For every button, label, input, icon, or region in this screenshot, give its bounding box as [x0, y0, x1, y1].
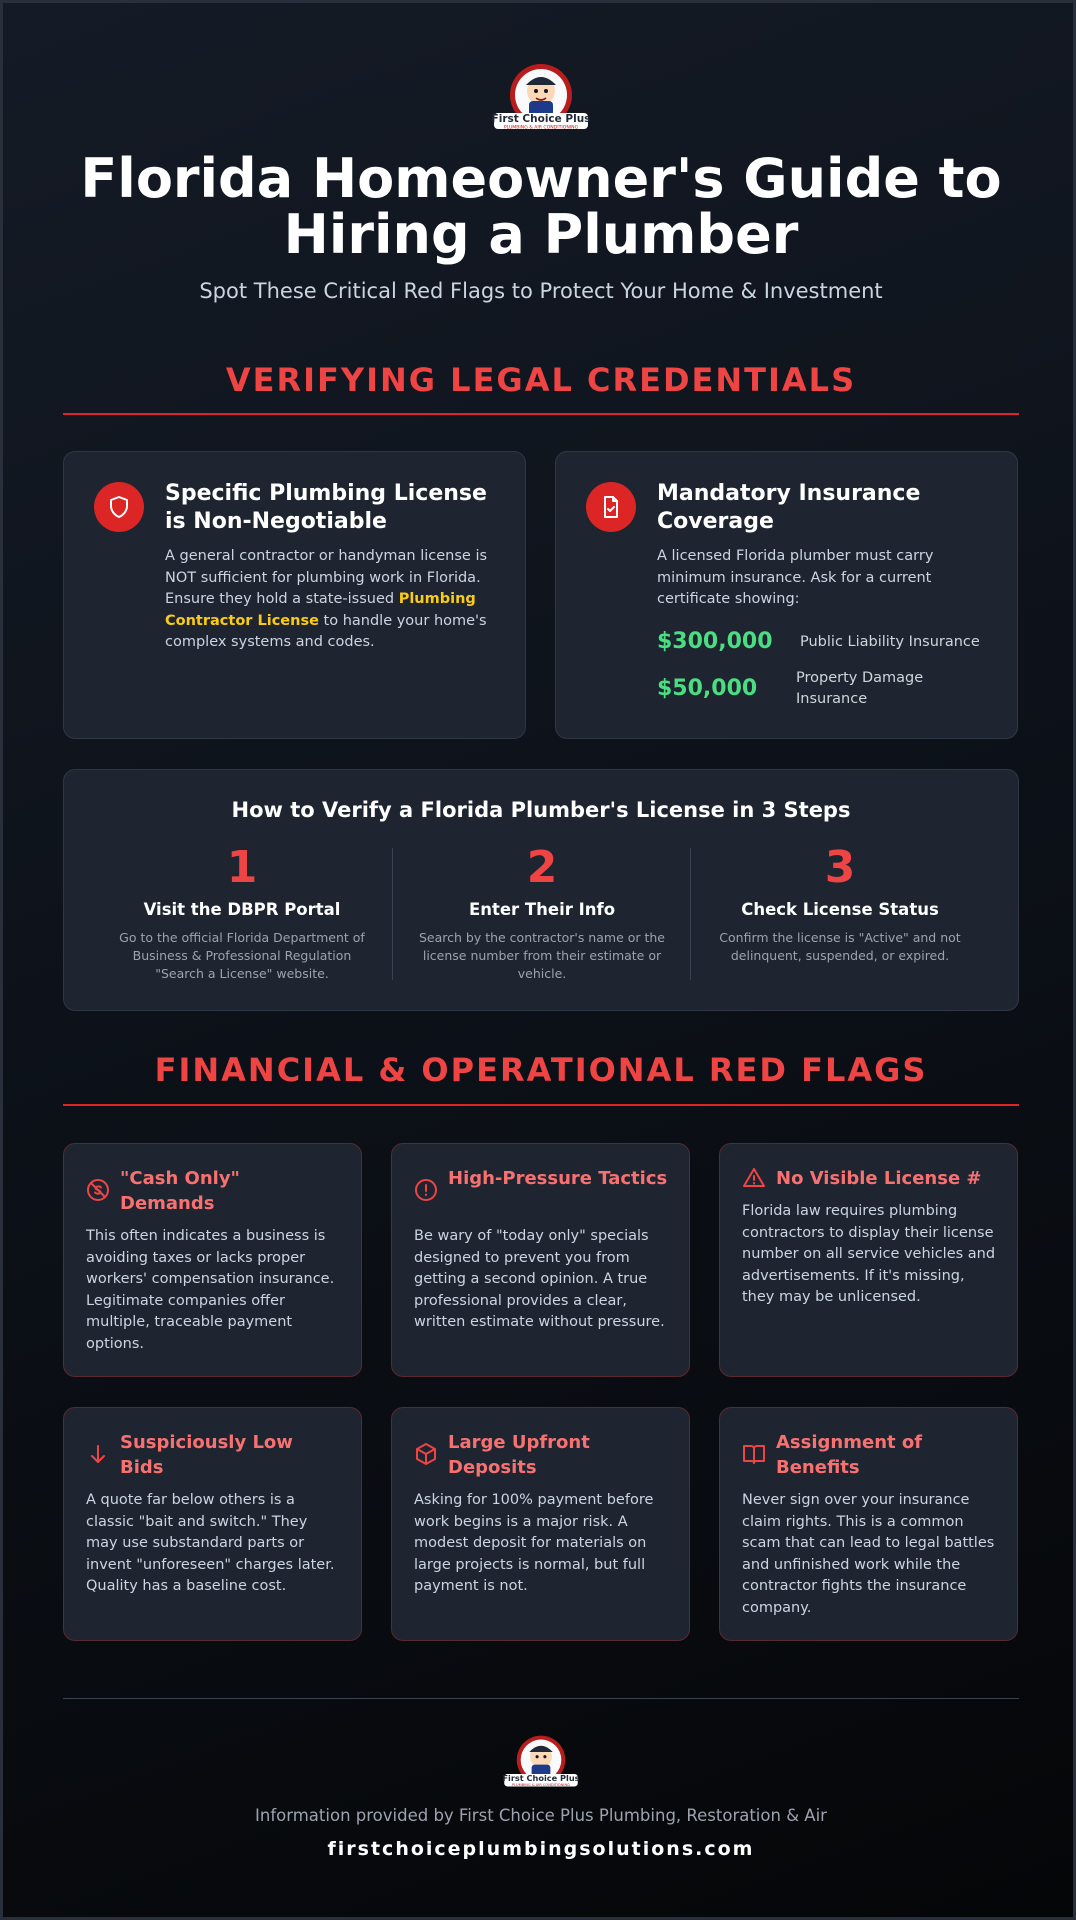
property-damage-label-line-2: Insurance [796, 691, 868, 707]
step-1 [94, 842, 390, 983]
shield-icon [94, 482, 144, 532]
flag-title: High-Pressure Tactics [448, 1168, 668, 1189]
book-open-icon [742, 1442, 766, 1466]
license-title-line-1: Specific Plumbing License [165, 481, 487, 506]
step-title: Visit the DBPR Portal [143, 900, 341, 919]
flag-card-upfront-deposits [391, 1407, 690, 1641]
flag-card-no-license [719, 1143, 1018, 1377]
flag-text: Be wary of "today only" specials designed to prevent you from getting a second opinion. A true professional provides a clear, written estimate without pressure. [414, 1228, 665, 1330]
section-title-credentials: VERIFYING LEGAL CREDENTIALS [225, 361, 857, 399]
license-card-title [165, 480, 505, 536]
liability-amount: $300,000 [657, 629, 773, 654]
step-title: Enter Their Info [468, 900, 616, 919]
step-number: 2 [526, 842, 558, 893]
license-text-after: to handle your home's complex systems and codes. [165, 612, 487, 650]
logo-name: First Choice Plus [491, 113, 591, 125]
page-subtitle: Spot These Critical Red Flags to Protect Your Home & Investment [199, 279, 883, 303]
flag-title: Suspiciously Low Bids [120, 1432, 293, 1478]
property-damage-label-line-1: Property Damage [796, 670, 924, 686]
page-title [43, 147, 1039, 266]
step-divider [690, 848, 691, 980]
package-icon [414, 1442, 438, 1466]
flag-card-high-pressure [391, 1143, 690, 1377]
license-title-line-2: is Non-Negotiable [165, 509, 387, 534]
flag-text: This often indicates a business is avoiding taxes or lacks proper workers' compensation insurance. Legitimate companies offer multiple, traceable payment options. [86, 1228, 335, 1352]
license-text-before: A general contractor or handyman license is NOT sufficient for plumbing work in Florida. Ensure they hold a state-issued [165, 548, 488, 607]
no-cash-icon [86, 1178, 110, 1202]
license-card-text [165, 546, 500, 654]
flag-title: "Cash Only" Demands [120, 1168, 240, 1214]
section-divider [63, 413, 1019, 415]
step-title: Check License Status [741, 900, 939, 919]
step-number: 1 [226, 842, 258, 893]
step-2 [394, 842, 690, 983]
footer-logo-name: First Choice Plus [502, 1772, 580, 1783]
insurance-card-text: A licensed Florida plumber must carry minimum insurance. Ask for a current certificate showing: [657, 548, 934, 607]
footer-logo [498, 1733, 584, 1793]
insurance-card-title [657, 480, 997, 536]
step-text: Confirm the license is "Active" and not delinquent, suspended, or expired. [719, 930, 961, 963]
step-divider [392, 848, 393, 980]
section-divider [63, 1104, 1019, 1106]
license-highlight: Plumbing Contractor License [165, 591, 476, 629]
footer-info: Information provided by First Choice Plus Plumbing, Restoration & Air [255, 1806, 827, 1825]
flag-text: A quote far below others is a classic "bait and switch." They may use substandard parts or invent "unforeseen" charges later. Quality has a baseline cost. [86, 1492, 335, 1594]
warning-triangle-icon [742, 1166, 766, 1190]
step-number: 3 [824, 842, 856, 893]
license-card [63, 451, 526, 739]
flag-text: Florida law requires plumbing contractors to display their license number on all service vehicles and advertisements. If it's missing, they may be unlicensed. [742, 1203, 996, 1305]
flag-title: Assignment of Benefits [776, 1432, 923, 1478]
company-logo [486, 61, 596, 137]
insurance-title-line-2: Coverage [657, 509, 774, 534]
document-check-icon [586, 482, 636, 532]
flag-card-cash-only [63, 1143, 362, 1377]
insurance-card [555, 451, 1018, 739]
flag-title: No Visible License # [776, 1168, 982, 1189]
footer-url-link[interactable]: firstchoiceplumbingsolutions.com [327, 1838, 755, 1860]
flag-text: Asking for 100% payment before work begins is a major risk. A modest deposit for materials on large projects is normal, but full payment is not. [414, 1492, 654, 1594]
flag-card-assignment-benefits [719, 1407, 1018, 1641]
verify-steps-title: How to Verify a Florida Plumber's License in 3 Steps [231, 798, 851, 822]
step-text: Go to the official Florida Department of Business & Professional Regulation "Search a License" website. [119, 930, 365, 981]
section-title-red-flags: FINANCIAL & OPERATIONAL RED FLAGS [154, 1051, 928, 1089]
verify-steps-card [63, 769, 1019, 1011]
insurance-title-line-1: Mandatory Insurance [657, 481, 921, 506]
step-text: Search by the contractor's name or the license number from their estimate or vehicle. [418, 930, 666, 981]
liability-label: Public Liability Insurance [800, 634, 980, 650]
logo-tagline: PLUMBING & AIR CONDITIONING [503, 125, 579, 131]
step-3 [692, 842, 988, 965]
footer-divider [63, 1698, 1019, 1699]
flag-card-low-bids [63, 1407, 362, 1641]
title-line-1: Florida Homeowner's Guide to [80, 147, 1002, 210]
flag-text: Never sign over your insurance claim rights. This is a common scam that can lead to legal battles and unfinished work while the contractor fights the insurance company. [742, 1492, 995, 1616]
footer-logo-tagline: PLUMBING & AIR CONDITIONING [512, 1783, 570, 1788]
property-damage-label [796, 668, 923, 710]
alert-circle-icon [414, 1178, 438, 1202]
title-line-2: Hiring a Plumber [283, 203, 799, 266]
flag-title: Large Upfront Deposits [448, 1432, 590, 1478]
arrow-down-icon [86, 1442, 110, 1466]
property-damage-amount: $50,000 [657, 676, 758, 701]
